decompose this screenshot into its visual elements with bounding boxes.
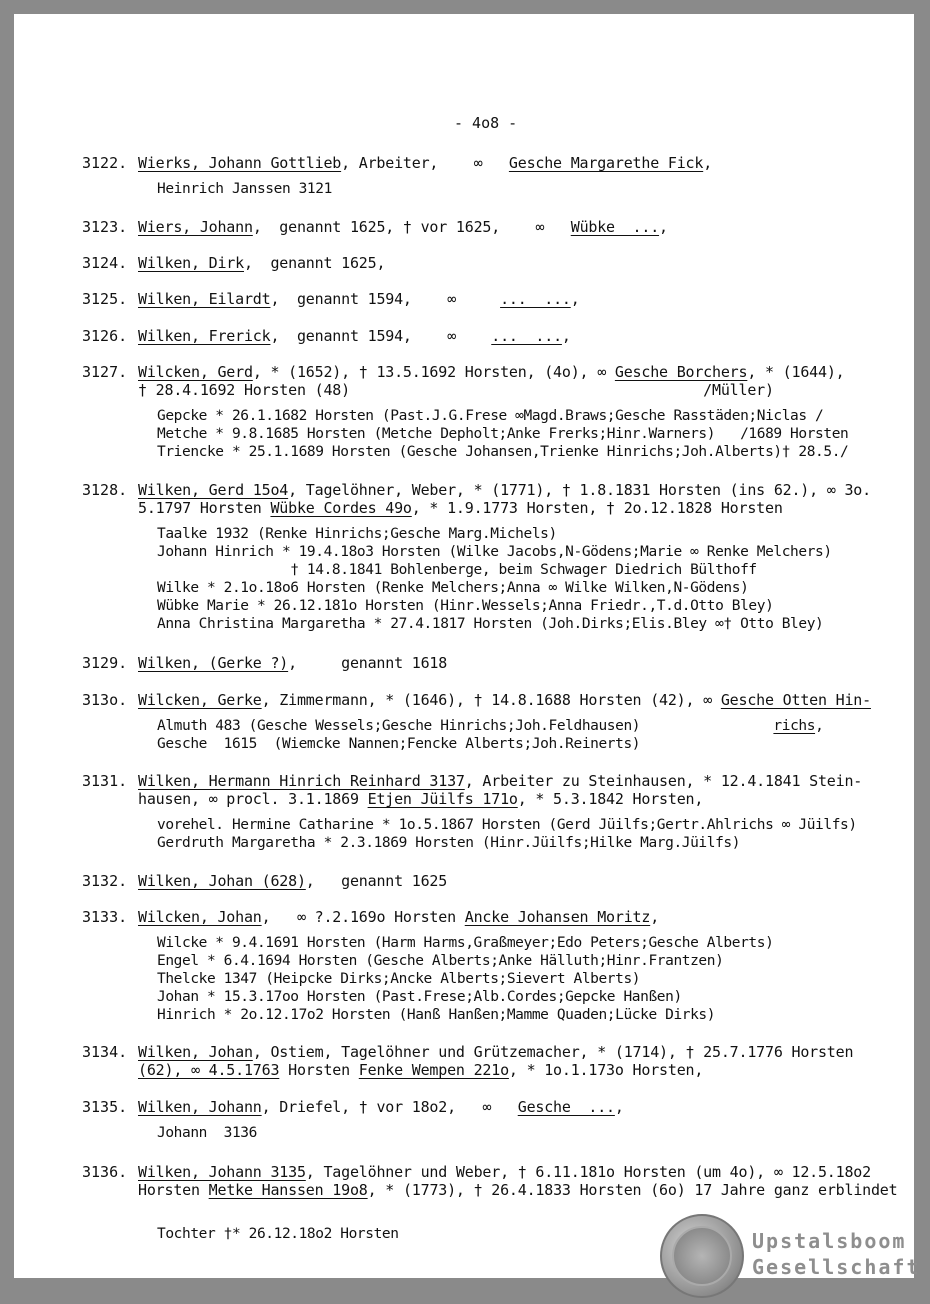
child-line: Hinrich * 2o.12.17o2 Horsten (Hanß Hanßen;Mamme Quaden;Lücke Dirks) (157, 1007, 716, 1023)
entry-number: 3135. (82, 1098, 128, 1116)
child-line: Thelcke 1347 (Heipcke Dirks;Ancke Alberts;Sievert Alberts) (157, 971, 641, 987)
entry-text-line: Wilken, Johan, Ostiem, Tagelöhner und Grützemacher, * (1714), † 25.7.1776 Horsten (138, 1043, 854, 1061)
entry-text-line: Wierks, Johann Gottlieb, Arbeiter, ∞ Gesche Margarethe Fick, (138, 154, 713, 172)
entry-number: 3134. (82, 1043, 128, 1061)
child-line: Triencke * 25.1.1689 Horsten (Gesche Johansen,Trienke Hinrichs;Joh.Alberts)† 28.5./ (157, 444, 849, 460)
entry-text-line: Wilcken, Gerke, Zimmermann, * (1646), † 14.8.1688 Horsten (42), ∞ Gesche Otten Hin- (138, 691, 871, 709)
entry-number: 3122. (82, 154, 128, 172)
child-line: Wübke Marie * 26.12.181o Horsten (Hinr.Wessels;Anna Friedr.,T.d.Otto Bley) (157, 598, 774, 614)
entry-text-line: Horsten Metke Hanssen 19o8, * (1773), † 26.4.1833 Horsten (6o) 17 Jahre ganz erblindet (138, 1181, 898, 1199)
child-line: Johann Hinrich * 19.4.18o3 Horsten (Wilke Jacobs,N-Gödens;Marie ∞ Renke Melchers) (157, 544, 832, 560)
entry-number: 3133. (82, 908, 128, 926)
child-line: † 14.8.1841 Bohlenberge, beim Schwager Diedrich Bülthoff (157, 562, 757, 578)
entry-number: 3127. (82, 363, 128, 381)
child-line: Anna Christina Margaretha * 27.4.1817 Horsten (Joh.Dirks;Elis.Bley ∞† Otto Bley) (157, 616, 824, 632)
child-line: Wilcke * 9.4.1691 Horsten (Harm Harms,Graßmeyer;Edo Peters;Gesche Alberts) (157, 935, 774, 951)
entry-number: 3124. (82, 254, 128, 272)
entry-text-line: Wilken, Frerick, genannt 1594, ∞ ... ..., (138, 327, 571, 345)
entry-text-line: Wilcken, Gerd, * (1652), † 13.5.1692 Horsten, (4o), ∞ Gesche Borchers, * (1644), (138, 363, 845, 381)
entry-text-line: (62), ∞ 4.5.1763 Horsten Fenke Wempen 221o, * 1o.1.173o Horsten, (138, 1061, 704, 1079)
document-page (14, 14, 921, 1279)
child-line: Tochter †* 26.12.18o2 Horsten (157, 1226, 399, 1242)
entry-number: 3129. (82, 654, 128, 672)
brand-line-2: Gesellschaft (752, 1255, 921, 1279)
entry-text-line: 5.1797 Horsten Wübke Cordes 49o, * 1.9.1773 Horsten, † 2o.12.1828 Horsten (138, 499, 783, 517)
entry-text-line: Wilken, Gerd 15o4, Tagelöhner, Weber, * (1771), † 1.8.1831 Horsten (ins 62.), ∞ 3o. (138, 481, 871, 499)
child-line: vorehel. Hermine Catharine * 1o.5.1867 Horsten (Gerd Jüilfs;Gertr.Ahlrichs ∞ Jüilfs) (157, 817, 857, 833)
child-line: Johann 3136 (157, 1125, 257, 1141)
entry-number: 313o. (82, 691, 128, 709)
entry-number: 3131. (82, 772, 128, 790)
entry-number: 3125. (82, 290, 128, 308)
entry-text-line: † 28.4.1692 Horsten (48) /Müller) (138, 381, 774, 399)
entry-text-line: Wilken, Eilardt, genannt 1594, ∞ ... ..., (138, 290, 580, 308)
entry-number: 3136. (82, 1163, 128, 1181)
entry-text-line: Wilken, (Gerke ?), genannt 1618 (138, 654, 448, 672)
child-line: Almuth 483 (Gesche Wessels;Gesche Hinrichs;Joh.Feldhausen) richs, (157, 718, 824, 734)
entry-text-line: Wilken, Johan (628), genannt 1625 (138, 872, 448, 890)
child-line: Heinrich Janssen 3121 (157, 181, 332, 197)
child-line: Taalke 1932 (Renke Hinrichs;Gesche Marg.Michels) (157, 526, 557, 542)
entry-number: 3123. (82, 218, 128, 236)
child-line: Metche * 9.8.1685 Horsten (Metche Depholt;Anke Frerks;Hinr.Warners) /1689 Horsten (157, 426, 849, 442)
entry-text-line: Wilken, Hermann Hinrich Reinhard 3137, Arbeiter zu Steinhausen, * 12.4.1841 Stein- (138, 772, 863, 790)
child-line: Engel * 6.4.1694 Horsten (Gesche Alberts;Anke Hälluth;Hinr.Frantzen) (157, 953, 724, 969)
entry-text-line: Wilcken, Johan, ∞ ?.2.169o Horsten Ancke Johansen Moritz, (138, 908, 660, 926)
entry-text-line: Wilken, Johann 3135, Tagelöhner und Weber, † 6.11.181o Horsten (um 4o), ∞ 12.5.18o2 (138, 1163, 871, 1181)
child-line: Johan * 15.3.17oo Horsten (Past.Frese;Alb.Cordes;Gepcke Hanßen) (157, 989, 682, 1005)
brand-line-1: Upstalsboom (752, 1229, 907, 1253)
entry-number: 3126. (82, 327, 128, 345)
child-line: Wilke * 2.1o.18o6 Horsten (Renke Melchers;Anna ∞ Wilke Wilken,N-Gödens) (157, 580, 749, 596)
child-line: Gerdruth Margaretha * 2.3.1869 Horsten (Hinr.Jüilfs;Hilke Marg.Jüilfs) (157, 835, 741, 851)
entry-text-line: Wilken, Johann, Driefel, † vor 18o2, ∞ Gesche ..., (138, 1098, 624, 1116)
child-line: Gesche 1615 (Wiemcke Nannen;Fencke Alberts;Joh.Reinerts) (157, 736, 641, 752)
entry-number: 3132. (82, 872, 128, 890)
society-seal-icon (660, 1214, 744, 1298)
page-number: - 4o8 - (454, 114, 518, 132)
entry-text-line: Wilken, Dirk, genannt 1625, (138, 254, 386, 272)
child-line: Gepcke * 26.1.1682 Horsten (Past.J.G.Frese ∞Magd.Braws;Gesche Rasstäden;Niclas / (157, 408, 824, 424)
entry-number: 3128. (82, 481, 128, 499)
entry-text-line: hausen, ∞ procl. 3.1.1869 Etjen Jüilfs 171o, * 5.3.1842 Horsten, (138, 790, 704, 808)
entry-text-line: Wiers, Johann, genannt 1625, † vor 1625, ∞ Wübke ..., (138, 218, 668, 236)
